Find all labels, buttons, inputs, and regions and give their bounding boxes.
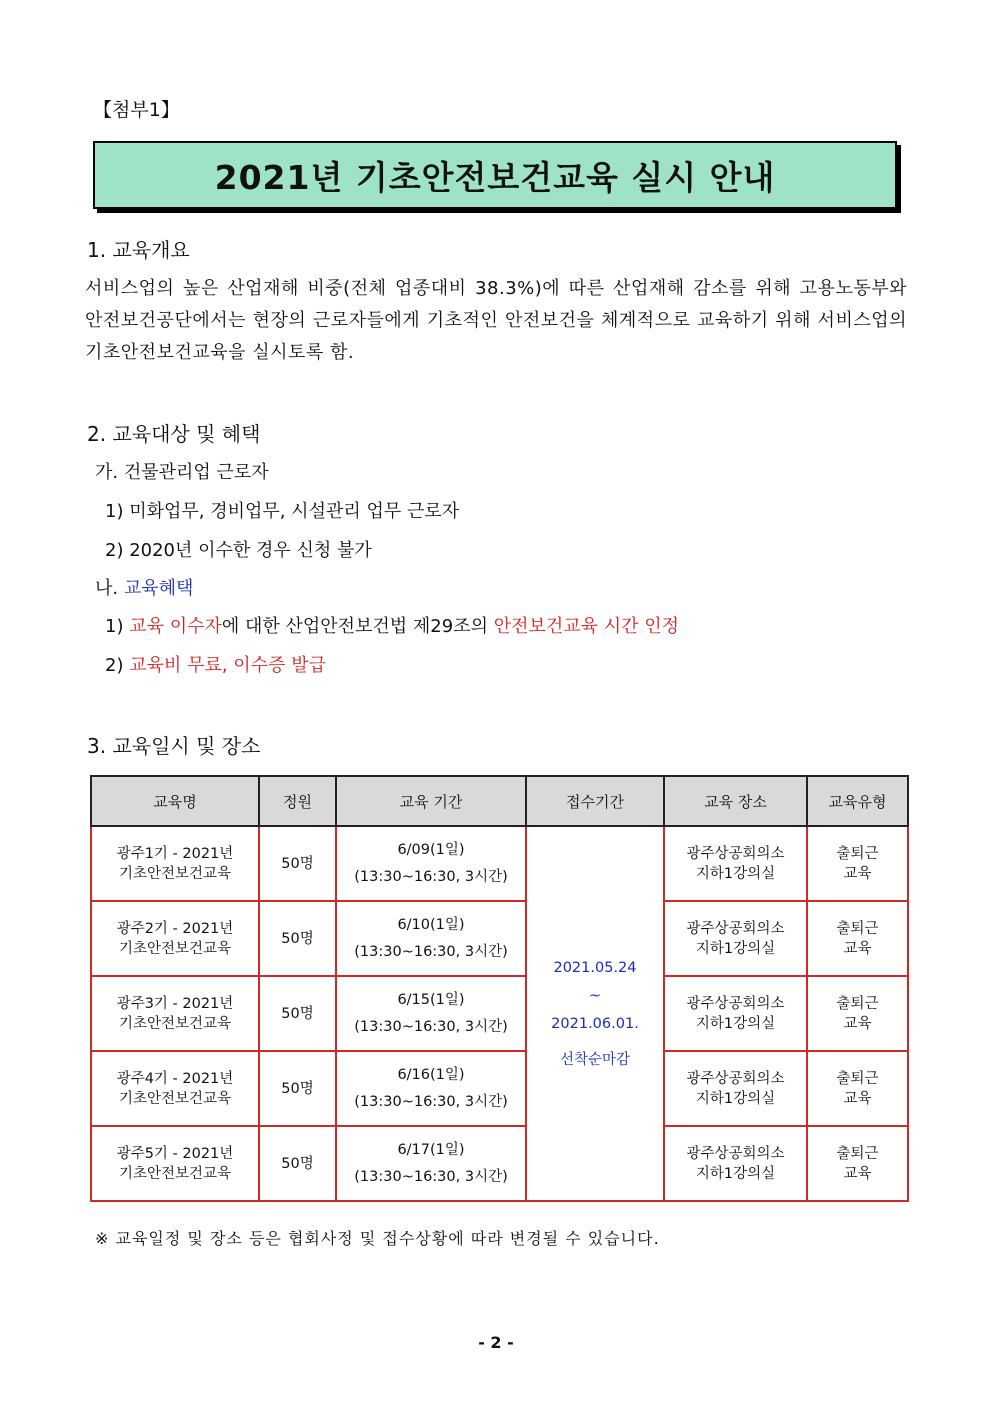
course-name-cell: 광주5기 - 2021년 기초안전보건교육	[91, 1126, 259, 1201]
col-header-reception: 접수기간	[526, 776, 664, 826]
benefits-label	[95, 574, 193, 600]
schedule-table	[90, 775, 909, 1202]
benefit-1-text: 에 대한 산업안전보건법 제29조의	[221, 616, 494, 637]
section1-body: 서비스업의 높은 산업재해 비중(전체 업종대비 38.3%)에 따른 산업재해 감소를 위해 고용노동부와 안전보건공단에서는 현장의 근로자들에게 기초적인 안전보건을 체계적으로 교육하기 위해 서비스업의 기초안전보건교육을 실시토록 함.	[85, 278, 907, 363]
col-header-location: 교육 장소	[664, 776, 807, 826]
type-cell: 출퇴근 교육	[807, 1051, 908, 1126]
table-header-row	[91, 776, 908, 826]
target-item-1: 1) 미화업무, 경비업무, 시설관리 업무 근로자	[105, 501, 460, 522]
capacity-cell: 50명	[259, 826, 336, 901]
section1-heading: 1. 교육개요	[87, 238, 190, 262]
reception-note: 선착순마감	[559, 1051, 631, 1068]
benefit-2-highlight: 교육비 무료, 이수증 발급	[129, 655, 326, 676]
section3-heading: 3. 교육일시 및 장소	[87, 734, 261, 758]
period-cell: 6/17(1일) (13:30~16:30, 3시간)	[336, 1126, 526, 1201]
col-header-course: 교육명	[91, 776, 259, 826]
col-header-type: 교육유형	[807, 776, 908, 826]
period-cell: 6/09(1일) (13:30~16:30, 3시간)	[336, 826, 526, 901]
benefit-1-prefix: 1)	[105, 616, 130, 637]
reception-period-cell	[526, 826, 664, 1201]
course-name-cell: 광주4기 - 2021년 기초안전보건교육	[91, 1051, 259, 1126]
benefit-item-1	[105, 612, 679, 638]
course-name-cell: 광주3기 - 2021년 기초안전보건교육	[91, 976, 259, 1051]
benefit-1-highlight-b: 안전보건교육 시간 인정	[493, 616, 680, 637]
period-cell: 6/16(1일) (13:30~16:30, 3시간)	[336, 1051, 526, 1126]
benefits-title: 교육혜택	[123, 578, 194, 599]
benefit-1-highlight-a: 교육 이수자	[129, 616, 222, 637]
reception-tilde: ~	[588, 987, 602, 1004]
col-header-period: 교육 기간	[336, 776, 526, 826]
course-name-cell: 광주1기 - 2021년 기초안전보건교육	[91, 826, 259, 901]
benefit-2-prefix: 2)	[105, 655, 130, 676]
location-cell: 광주상공회의소 지하1강의실	[664, 976, 807, 1051]
table-row	[91, 976, 908, 1051]
title-text: 2021년 기초안전보건교육 실시 안내	[214, 157, 776, 197]
reception-start: 2021.05.24	[553, 959, 637, 976]
section2-heading: 2. 교육대상 및 혜택	[87, 422, 261, 446]
schedule-footnote: ※ 교육일정 및 장소 등은 협회사정 및 접수상황에 따라 변경될 수 있습니다.	[95, 1229, 660, 1248]
location-cell: 광주상공회의소 지하1강의실	[664, 1051, 807, 1126]
table-row	[91, 901, 908, 976]
table-row	[91, 1126, 908, 1201]
table-row	[91, 1051, 908, 1126]
type-cell: 출퇴근 교육	[807, 901, 908, 976]
page-number: - 2 -	[478, 1333, 514, 1352]
capacity-cell: 50명	[259, 1051, 336, 1126]
capacity-cell: 50명	[259, 976, 336, 1051]
capacity-cell: 50명	[259, 1126, 336, 1201]
document-title	[93, 141, 897, 209]
capacity-cell: 50명	[259, 901, 336, 976]
table-row	[91, 826, 908, 901]
period-cell: 6/10(1일) (13:30~16:30, 3시간)	[336, 901, 526, 976]
type-cell: 출퇴근 교육	[807, 826, 908, 901]
target-item-2: 2) 2020년 이수한 경우 신청 불가	[105, 540, 372, 561]
course-name-cell: 광주2기 - 2021년 기초안전보건교육	[91, 901, 259, 976]
benefits-prefix: 나.	[95, 578, 124, 599]
type-cell: 출퇴근 교육	[807, 1126, 908, 1201]
benefit-item-2	[105, 651, 326, 677]
period-cell: 6/15(1일) (13:30~16:30, 3시간)	[336, 976, 526, 1051]
location-cell: 광주상공회의소 지하1강의실	[664, 826, 807, 901]
location-cell: 광주상공회의소 지하1강의실	[664, 1126, 807, 1201]
reception-end: 2021.06.01.	[551, 1015, 639, 1032]
location-cell: 광주상공회의소 지하1강의실	[664, 901, 807, 976]
col-header-capacity: 정원	[259, 776, 336, 826]
target-group-label: 가. 건물관리업 근로자	[95, 462, 269, 483]
attachment-label: 【첨부1】	[93, 99, 180, 121]
type-cell: 출퇴근 교육	[807, 976, 908, 1051]
